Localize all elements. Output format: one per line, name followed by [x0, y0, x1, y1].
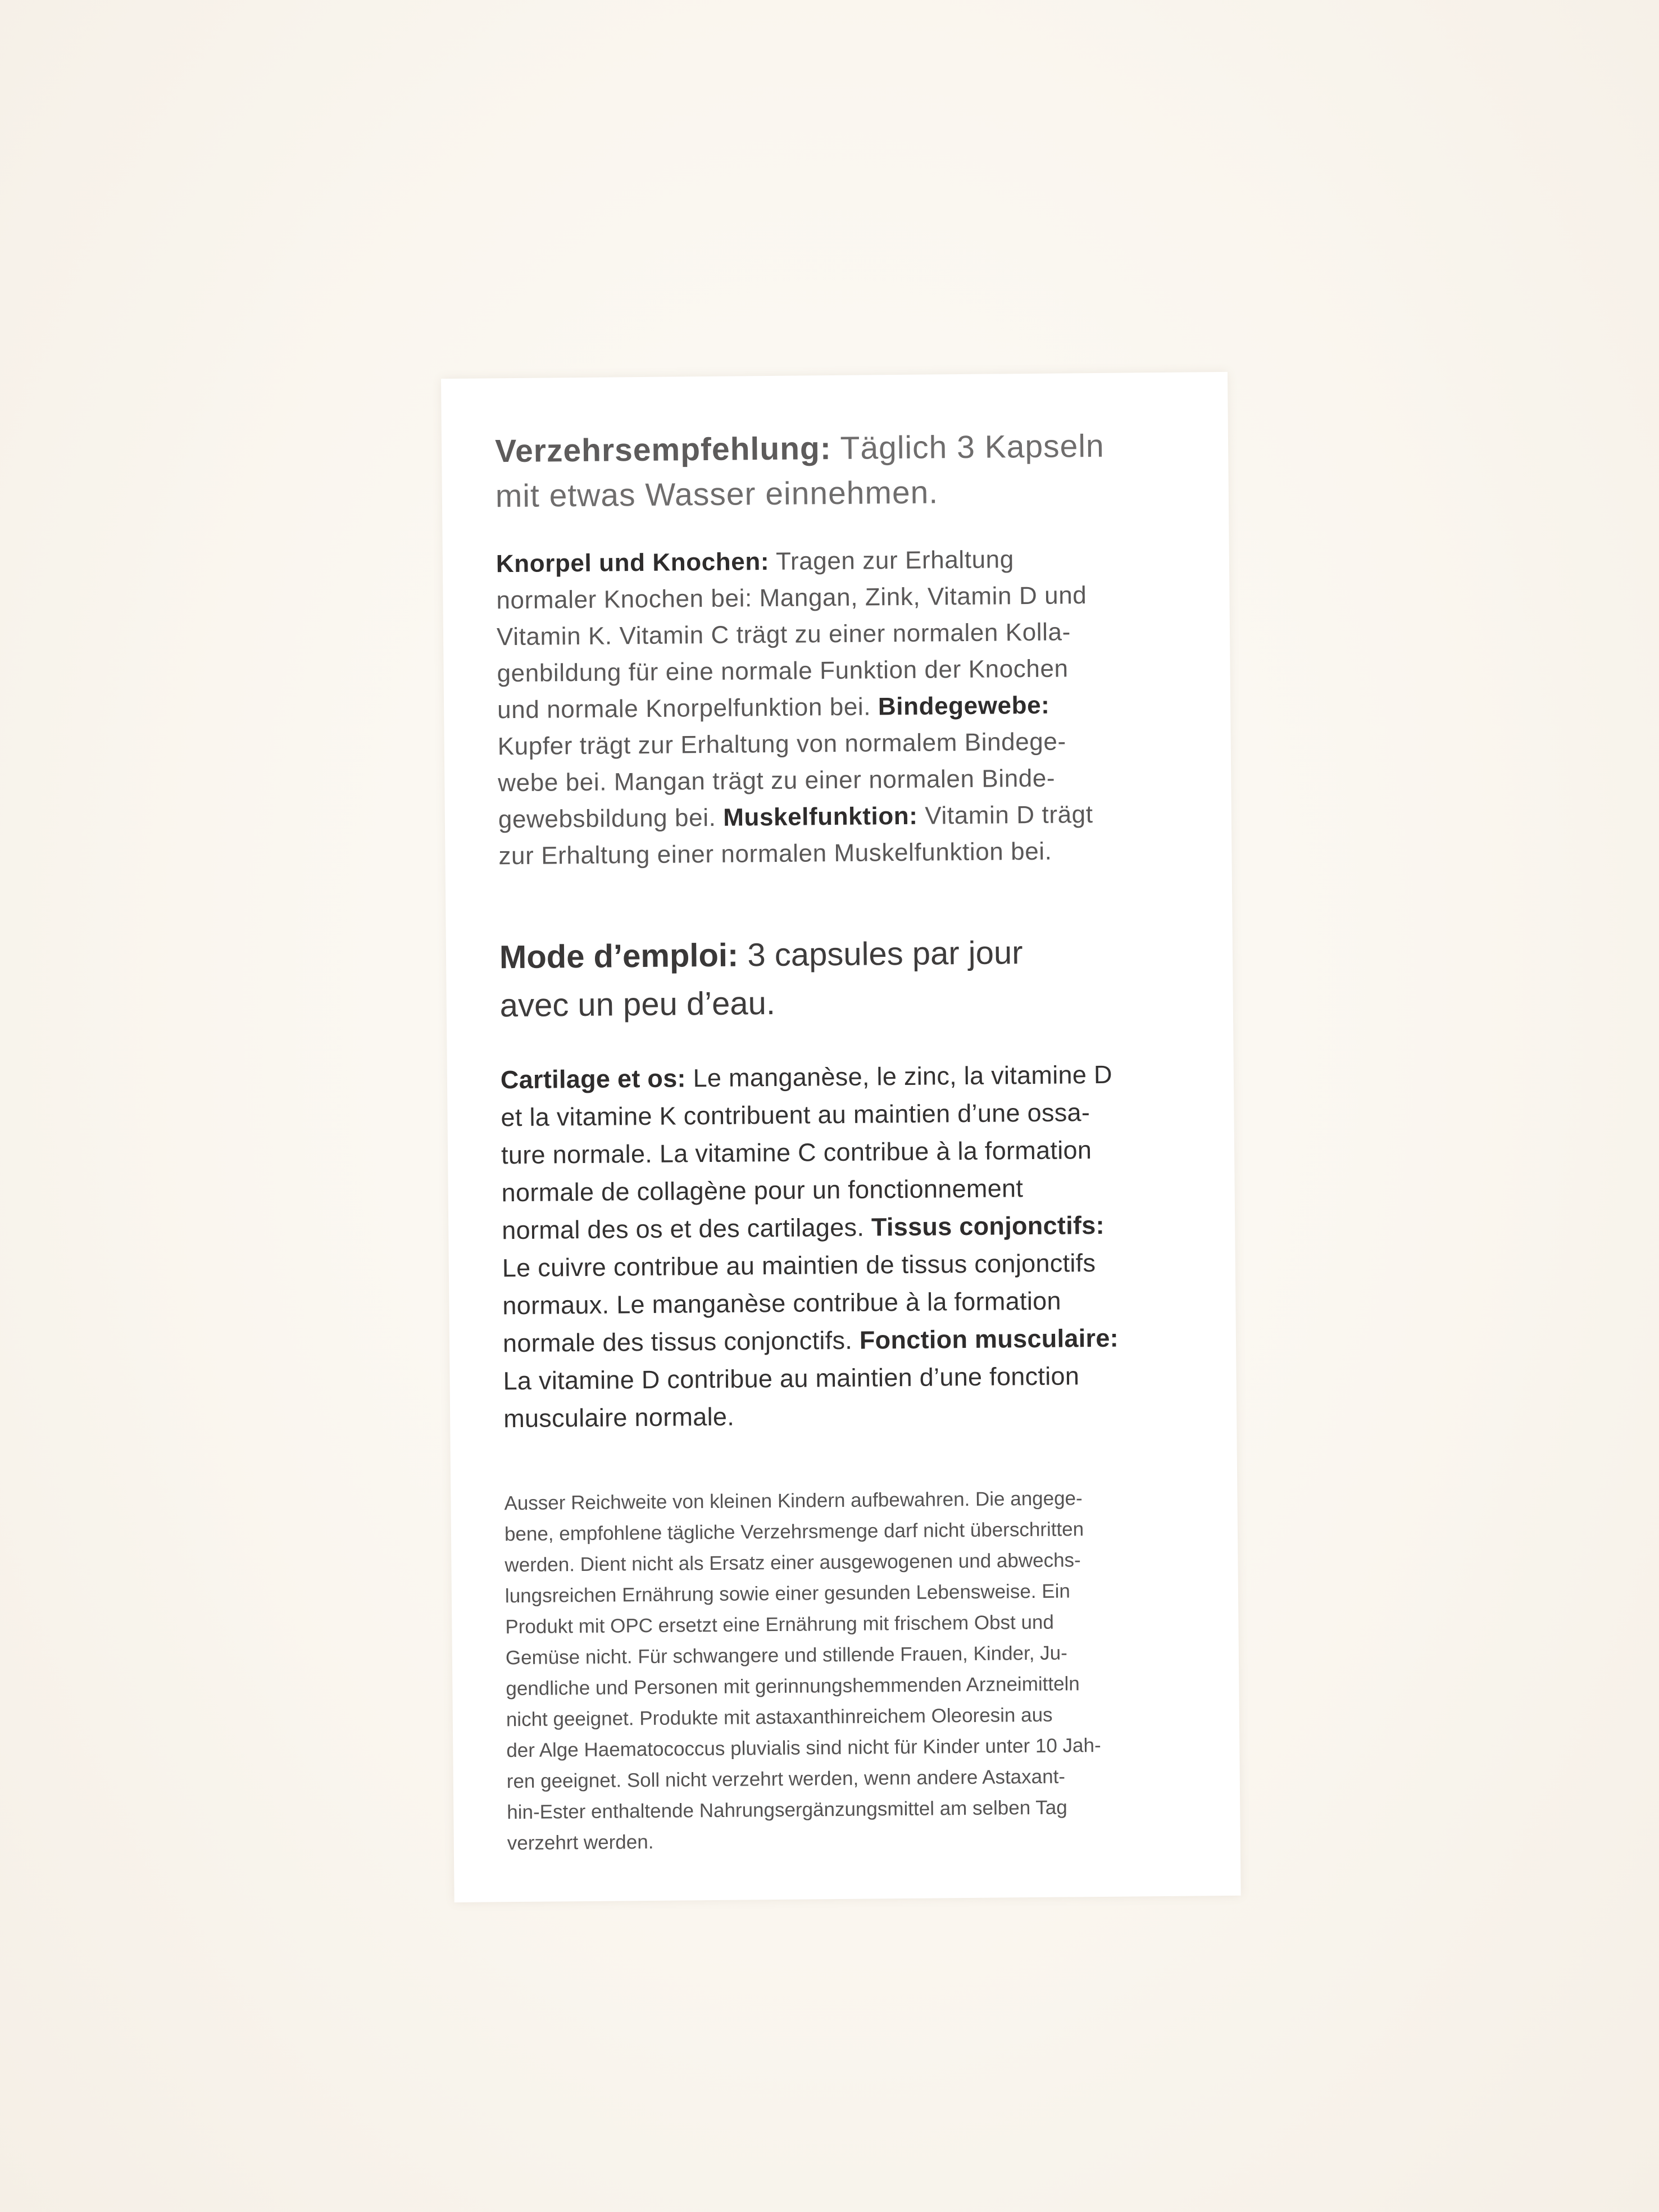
warning-line: Produkt mit OPC ersetzt eine Ernährung mit frischem Obst und [505, 1611, 1055, 1638]
benefits-de [496, 540, 1187, 875]
leaflet-card [441, 372, 1241, 1902]
benefits-de-line [497, 686, 1186, 729]
warning-notice [504, 1482, 1196, 1859]
warning-line: gendliche und Personen mit gerinnungshemmenden Arzneimitteln [506, 1673, 1080, 1700]
usage-de-line-1 [495, 423, 1184, 474]
benefits-fr-line: musculaire normale. [503, 1402, 735, 1433]
heading-muscle-function-fr: Fonction musculaire: [859, 1323, 1119, 1355]
benefits-de-line [498, 796, 1187, 838]
benefits-de-line: genbildung für eine normale Funktion der Knochen [497, 655, 1069, 688]
warning-line: hin-Ester enthaltende Nahrungsergänzungsmittel am selben Tag [507, 1796, 1067, 1824]
benefits-fr-line [503, 1319, 1192, 1362]
benefits-fr-line [502, 1206, 1190, 1250]
benefits-de-line: webe bei. Mangan trägt zu einer normalen Binde- [498, 764, 1056, 797]
usage-de-text-1: Täglich 3 Kapseln [840, 428, 1105, 466]
benefits-fr-line: La vitamine D contribue au maintien d’une fonction [503, 1361, 1080, 1396]
usage-fr-text-1: 3 capsules par jour [738, 934, 1023, 974]
warning-line: Gemüse nicht. Für schwangere und stillende Frauen, Kinder, Ju- [505, 1642, 1067, 1669]
heading-muscle-function-de: Muskelfunktion: [723, 802, 918, 832]
heading-cartilage-bones-fr: Cartilage et os: [500, 1064, 687, 1094]
benefits-de-line: zur Erhaltung einer normalen Muskelfunktion bei. [498, 837, 1052, 870]
benefits-de-line [496, 540, 1185, 583]
warning-line: der Alge Haematococcus pluvialis sind nicht für Kinder unter 10 Jah- [506, 1734, 1101, 1762]
leaflet-content [495, 423, 1196, 1859]
benefits-fr [501, 1055, 1192, 1438]
usage-de-text-2: mit etwas Wasser einnehmen. [495, 474, 939, 515]
benefits-fr-text: normale des tissus conjonctifs. [502, 1325, 860, 1358]
benefits-de-text: gewebsbildung bei. [498, 803, 724, 834]
usage-fr [499, 928, 1188, 1030]
warning-line: verzehrt werden. [507, 1831, 654, 1855]
warning-line: lungsreichen Ernährung sowie einer gesunden Lebensweise. Ein [504, 1580, 1071, 1607]
benefits-de-line: Vitamin K. Vitamin C trägt zu einer normalen Kolla- [496, 618, 1071, 651]
warning-line: ren geeignet. Soll nicht verzehrt werden, wenn andere Astaxant- [506, 1765, 1066, 1793]
warning-line: werden. Dient nicht als Ersatz einer ausgewogenen und abwechs- [504, 1549, 1081, 1577]
heading-connective-tissue-fr: Tissus conjonctifs: [871, 1210, 1105, 1242]
benefits-fr-line: ture normale. La vitamine C contribue à la formation [501, 1135, 1092, 1170]
warning-line: Ausser Reichweite von kleinen Kindern aufbewahren. Die angege- [504, 1487, 1083, 1515]
warning-line: bene, empfohlene tägliche Verzehrsmenge darf nicht überschritten [504, 1518, 1084, 1546]
usage-de-label: Verzehrsempfehlung: [494, 430, 832, 470]
benefits-de-text: Tragen zur Erhaltung [769, 546, 1015, 576]
benefits-fr-line: et la vitamine K contribuent au maintien d’une ossa- [501, 1098, 1090, 1132]
benefits-fr-line: normaux. Le manganèse contribue à la formation [502, 1286, 1061, 1320]
heading-cartilage-bones-de: Knorpel und Knochen: [496, 548, 770, 578]
usage-de [495, 423, 1184, 519]
benefits-fr-text: normal des os et des cartilages. [502, 1212, 872, 1245]
benefits-de-line: normaler Knochen bei: Mangan, Zink, Vitamin D und [496, 582, 1087, 615]
usage-fr-text-2: avec un peu d’eau. [499, 984, 776, 1024]
benefits-fr-line [501, 1055, 1189, 1099]
benefits-fr-line: normale de collagène pour un fonctionnement [501, 1174, 1024, 1207]
benefits-de-text: und normale Knorpelfunktion bei. [497, 693, 879, 724]
benefits-fr-text: Le manganèse, le zinc, la vitamine D [685, 1060, 1112, 1093]
warning-line: nicht geeignet. Produkte mit astaxanthinreichem Oleoresin aus [506, 1704, 1053, 1731]
benefits-de-line: Kupfer trägt zur Erhaltung von normalem Bindege- [497, 728, 1066, 761]
benefits-de-text: Vitamin D trägt [917, 801, 1093, 830]
benefits-fr-line: Le cuivre contribue au maintien de tissus conjonctifs [502, 1248, 1096, 1283]
usage-fr-label: Mode d’emploi: [499, 937, 739, 976]
heading-connective-tissue-de: Bindegewebe: [878, 691, 1050, 721]
usage-fr-line-1 [499, 928, 1188, 982]
